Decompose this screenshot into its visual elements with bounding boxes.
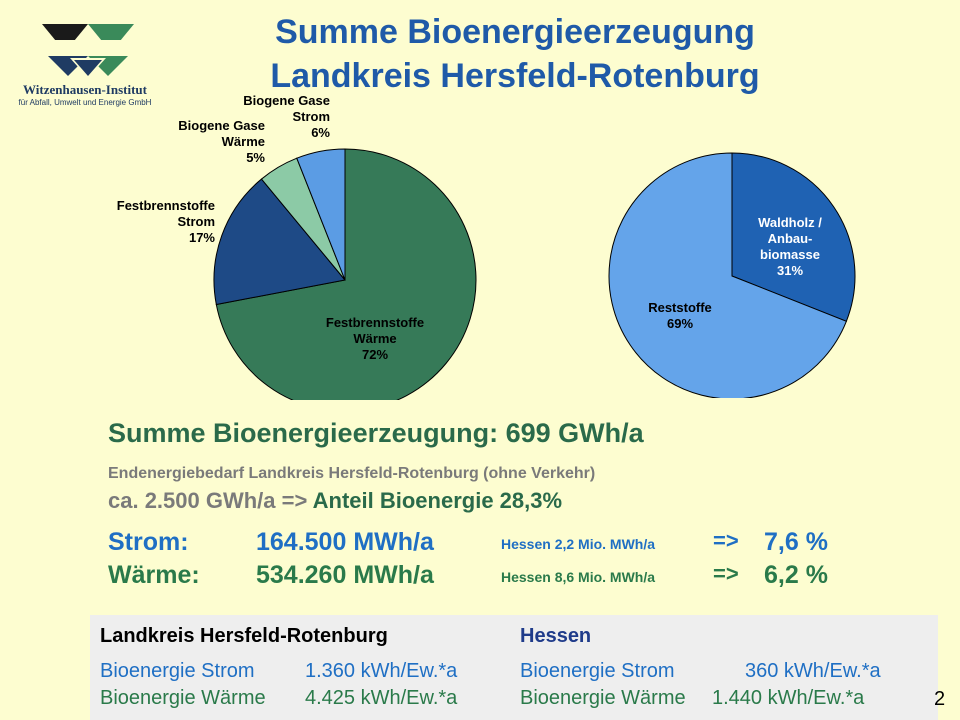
- table-header-landkreis: Landkreis Hersfeld-Rotenburg: [100, 625, 388, 647]
- pie2-label-waldholz: Waldholz / Anbau- biomasse 31%: [758, 215, 822, 278]
- hessen-strom-label: Bioenergie Strom: [520, 660, 675, 682]
- pie1-label-festbrennstoffe-waerme: Festbrennstoffe Wärme 72%: [325, 315, 425, 362]
- logo-subtitle: für Abfall, Umwelt und Energie GmbH: [18, 98, 152, 107]
- hessen-waerme-label: Bioenergie Wärme: [520, 687, 686, 709]
- waerme-row: [108, 561, 868, 593]
- page-number: 2: [934, 688, 946, 710]
- bioenergy-share-line: [108, 488, 562, 514]
- per-capita-table: [90, 615, 938, 720]
- strom-label: Strom:: [108, 528, 189, 556]
- waerme-arrow: =>: [713, 561, 739, 586]
- page-title-line1: Summe Bioenergieerzeugung: [275, 13, 755, 51]
- pie1-label-biogene-gase-waerme: Biogene Gase Wärme 5%: [178, 118, 265, 165]
- page-title-line2: Landkreis Hersfeld-Rotenburg: [270, 57, 760, 95]
- landkreis-waerme-value: 4.425 kWh/Ew.*a: [305, 687, 458, 709]
- hessen-strom-value: 360 kWh/Ew.*a: [745, 660, 881, 682]
- hessen-waerme-value: 1.440 kWh/Ew.*a: [712, 687, 865, 709]
- landkreis-strom-value: 1.360 kWh/Ew.*a: [305, 660, 458, 682]
- strom-row: [108, 528, 868, 560]
- strom-value: 164.500 MWh/a: [256, 528, 434, 556]
- strom-reference: Hessen 2,2 Mio. MWh/a: [501, 536, 656, 552]
- waerme-value: 534.260 MWh/a: [256, 561, 434, 589]
- demand-value: ca. 2.500 GWh/a =>: [108, 488, 308, 513]
- waerme-reference: Hessen 8,6 Mio. MWh/a: [501, 569, 656, 585]
- logo-name: Witzenhausen-Institut: [22, 82, 147, 97]
- bioenergy-share: Anteil Bioenergie 28,3%: [312, 488, 563, 513]
- landkreis-strom-label: Bioenergie Strom: [100, 660, 255, 682]
- energy-demand-line: Endenergiebedarf Landkreis Hersfeld-Rotenburg (ohne Verkehr): [108, 465, 596, 482]
- waerme-percent: 6,2 %: [764, 561, 828, 589]
- summary-headline: Summe Bioenergieerzeugung: 699 GWh/a: [108, 418, 644, 448]
- strom-arrow: =>: [713, 528, 739, 553]
- waerme-label: Wärme:: [108, 561, 200, 589]
- pie1-label-festbrennstoffe-strom: Festbrennstoffe Strom 17%: [116, 198, 215, 245]
- landkreis-waerme-label: Bioenergie Wärme: [100, 687, 266, 709]
- pie2-label-reststoffe: Reststoffe 69%: [648, 300, 712, 331]
- strom-percent: 7,6 %: [764, 528, 828, 556]
- table-header-hessen: Hessen: [520, 625, 592, 647]
- pie1-label-biogene-gase-strom: Biogene Gase Strom 6%: [243, 93, 330, 140]
